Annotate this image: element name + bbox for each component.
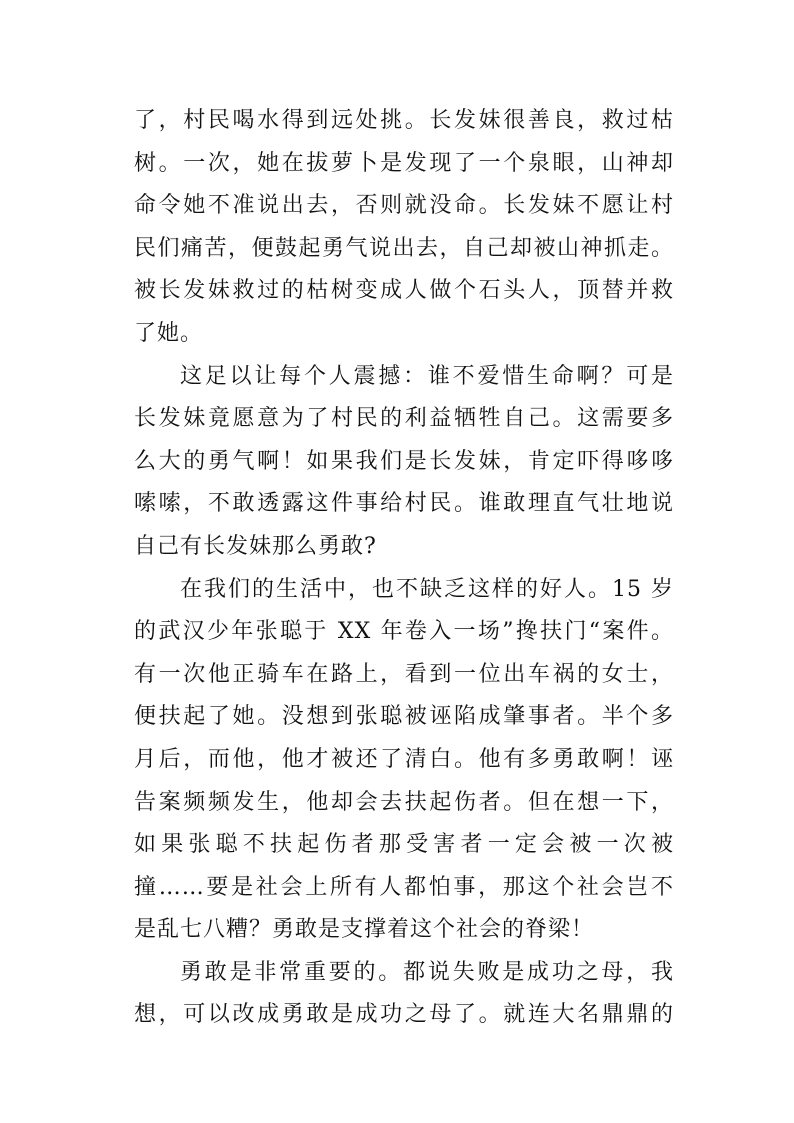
text-line: 的武汉少年张聪于 XX 年卷入一场”搀扶门“案件。 xyxy=(134,619,674,645)
text-line: 有一次他正骑车在路上，看到一位出车祸的女士， xyxy=(134,661,674,687)
text-line: 被长发妹救过的枯树变成人做个石头人，顶替并救 xyxy=(134,278,674,304)
text-line: 自己有长发妹那么勇敢? xyxy=(134,533,377,559)
text-line: 么大的勇气啊！如果我们是长发妹，肯定吓得哆哆 xyxy=(134,448,674,474)
text-line: 是乱七八糟？勇敢是支撑着这个社会的脊梁！ xyxy=(134,917,595,943)
text-line: 如果张聪不扶起伤者那受害者一定会被一次被 xyxy=(134,832,674,858)
text-line: 树。一次，她在拔萝卜是发现了一个泉眼，山神却 xyxy=(134,150,674,176)
text-line: 月后，而他，他才被还了清白。他有多勇敢啊！诬 xyxy=(134,746,674,772)
text-line: 嗦嗦，不敢透露这件事给村民。谁敢理直气壮地说 xyxy=(134,491,674,517)
text-line: 长发妹竟愿意为了村民的利益牺牲自己。这需要多 xyxy=(134,406,674,432)
text-line: 命令她不准说出去，否则就没命。长发妹不愿让村 xyxy=(134,193,674,219)
text-line: 便扶起了她。没想到张聪被诬陷成肇事者。半个多 xyxy=(134,704,674,730)
paragraph-start-line: 勇敢是非常重要的。都说失败是成功之母，我 xyxy=(180,959,674,985)
text-line: 想，可以改成勇敢是成功之母了。就连大名鼎鼎的 xyxy=(134,1002,674,1028)
paragraph-start-line: 在我们的生活中，也不缺乏这样的好人。15 岁 xyxy=(180,576,674,602)
text-line: 民们痛苦，便鼓起勇气说出去，自己却被山神抓走。 xyxy=(134,235,674,261)
paragraph-start-line: 这足以让每个人震撼：谁不爱惜生命啊？可是 xyxy=(180,363,674,389)
text-line: 告案频频发生，他却会去扶起伤者。但在想一下， xyxy=(134,789,674,815)
text-line: 撞……要是社会上所有人都怕事，那这个社会岂不 xyxy=(134,874,674,900)
essay-body xyxy=(134,100,674,1037)
text-line: 了，村民喝水得到远处挑。长发妹很善良，救过枯 xyxy=(134,108,674,133)
text-line: 了她。 xyxy=(134,320,204,346)
